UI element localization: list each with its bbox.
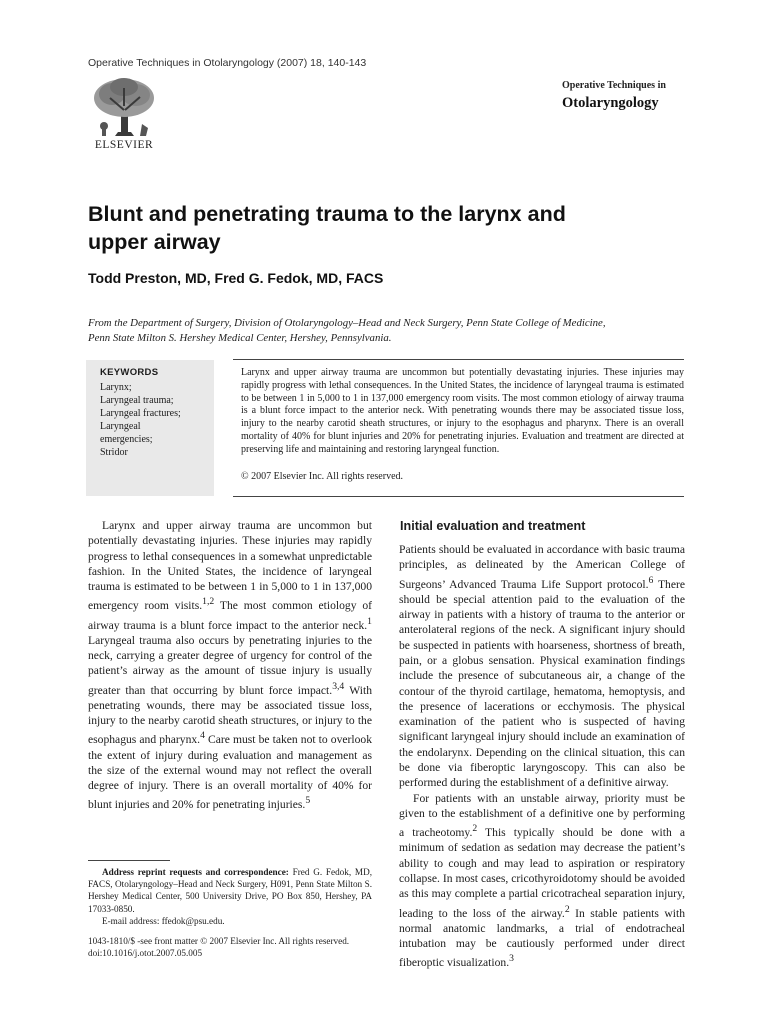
citation-ref: 2: [472, 823, 478, 835]
footnote-email: E-mail address: ffedok@psu.edu.: [102, 915, 225, 926]
front-matter: [88, 935, 349, 960]
body-paragraph: [399, 542, 685, 791]
text-run: In stable patients with normal anatomic landmarks, a trial of endotracheal intubation may be cautiously performed under direct fiberoptic visualization.: [399, 906, 686, 970]
doi-line: doi:10.1016/j.otot.2007.05.005: [88, 948, 203, 959]
affiliation-line-2: Penn State Milton S. Hershey Medical Center, Hershey, Pennsylvania.: [88, 332, 392, 344]
citation-ref: 6: [648, 574, 654, 586]
text-run: Larynx and upper airway trauma are uncommon but potentially devastating injuries. These injuries may rapidly progress to lethal consequences in a somewhat unpredictable fashion. In the United States, the incidence of laryngeal trauma is estimated to be between 1 in 5,000 to 1 in 137,000 emergency room visits.: [88, 519, 372, 613]
footnote-text: Fred G. Fedok, MD, FACS, Otolaryngology–Head and Neck Surgery, H091, Penn State Milton S. Hershey Medical Center, 500 University Drive, PO Box 850, Hershey, PA 17033-0850.: [88, 867, 373, 914]
citation-ref: 1: [367, 615, 372, 627]
keyword-item: Laryngeal: [100, 421, 141, 432]
footnote-rule: [88, 860, 170, 861]
text-run: Patients should be evaluated in accordance with basic trauma principles, as delineated by the American College of Surgeons’ Advanced Trauma Life Support protocol.: [399, 543, 685, 591]
keyword-item: Stridor: [100, 447, 128, 458]
keywords-heading: KEYWORDS: [100, 367, 159, 378]
journal-series-title: [562, 80, 682, 112]
keyword-item: Laryngeal fractures;: [100, 408, 181, 419]
series-top-line: Operative Techniques in: [562, 80, 666, 91]
text-run: This typically should be done with a minimum of sedation as sedation may decrease the patient’s ability to cough and may lead to aspiration or respiratory collapse. In most cases, cricothyroidotomy should be avoided as this may complete a partial cricotracheal separation injury, leading to the loss of the airway.: [399, 826, 685, 920]
citation-ref: 2: [564, 903, 570, 915]
text-run: Care must be taken not to overlook the extent of injury during evaluation and management as the size of the external wound may not reflect the overall degree of injury. There is an overall mortality of 40% for blunt injuries and 20% for penetrating injuries.: [88, 733, 372, 812]
body-paragraph: [88, 518, 372, 813]
affiliation-line-1: From the Department of Surgery, Division of Otolaryngology–Head and Neck Surgery, Penn State College of Medicine,: [88, 317, 606, 329]
body-left-column: [88, 518, 372, 813]
keyword-item: emergencies;: [100, 434, 153, 445]
body-right-column: [399, 542, 685, 970]
abstract-text: Larynx and upper airway trauma are uncommon but potentially devastating injuries. These injuries may rapidly progress with lethal consequences. In the United States, the incidence of laryngeal trauma is estimated to be between 1 in 5,000 to 1 in 137,000 emergency room visits. The most common etiology of airway trauma is a blunt force impact to the anterior neck. With penetrating wounds there may be associated tissue loss, injury to the nearby carotid sheath structures, or injury to the esophagus and pharynx. There is an overall mortality of 40% for blunt injuries and 20% for penetrating injuries. Evaluation and treatment are directed at preserving life and maintaining and restoring laryngeal function.: [241, 367, 684, 455]
abstract-copyright: © 2007 Elsevier Inc. All rights reserved.: [241, 471, 404, 482]
citation-ref: 5: [305, 795, 311, 807]
elsevier-tree-icon: [88, 76, 160, 138]
citation-ref: 3: [509, 953, 514, 965]
author-affiliation: [88, 316, 688, 346]
keyword-item: Larynx;: [100, 382, 132, 393]
text-run: There should be special attention paid to the evaluation of the airway in patients with a history of trauma to the anterior or anterolateral regions of the neck. A significant injury should be suspected in patients with hoarseness, shortness of breath, pain, or a globus sensation. Physical examination findings include the presence of subcutaneous air, a change of the contour of the thyroid cartilage, hematoma, hemoptysis, and the presence of lacerations or ecchymosis. The physical examination of the patient who is suspected of having significant laryngeal injury should include an examination of the endolarynx. Depending on the clinical situation, this can be done via fiberoptic laryngoscopy. This can also be performed during the establishment of a definitive airway.: [399, 577, 685, 790]
body-paragraph: [399, 791, 685, 971]
keywords-box: [86, 360, 214, 496]
series-main-line: Otolaryngology: [562, 95, 659, 111]
text-run: With penetrating wounds, there may be associated tissue loss, injury to the nearby carotid sheath structures, or injury to the esophagus and pharynx.: [88, 683, 372, 747]
publisher-name: ELSEVIER: [94, 139, 154, 151]
article-title: [88, 200, 648, 256]
article-authors: Todd Preston, MD, Fred G. Fedok, MD, FACS: [88, 270, 384, 286]
text-run: Laryngeal trauma also occurs by penetrating injuries to the neck, carrying a greater degree of urgency for control of the patient’s airway as the amount of tissue injury is usually greater than that occurring by blunt force impact.: [88, 633, 372, 697]
keyword-item: Laryngeal trauma;: [100, 395, 174, 406]
citation-ref: 4: [200, 730, 205, 742]
citation-ref: 3,4: [332, 680, 345, 692]
title-line-2: upper airway: [88, 230, 221, 254]
footnote-address: [88, 866, 372, 915]
footnote-label: Address reprint requests and correspondence:: [102, 867, 289, 877]
publisher-logo: [84, 76, 164, 151]
abstract-top-rule: [233, 359, 684, 360]
journal-citation: Operative Techniques in Otolaryngology (2007) 18, 140-143: [88, 57, 367, 69]
abstract-bottom-rule: [233, 496, 684, 497]
keywords-list: [100, 381, 208, 459]
correspondence-footnote: [88, 866, 372, 927]
title-line-1: Blunt and penetrating trauma to the larynx and: [88, 202, 566, 226]
text-run: The most common etiology of airway trauma is a blunt force impact to the anterior neck.: [88, 599, 372, 632]
issn-line: 1043-1810/$ -see front matter © 2007 Elsevier Inc. All rights reserved.: [88, 936, 350, 946]
section-heading: Initial evaluation and treatment: [400, 519, 586, 533]
citation-ref: 1,2: [202, 596, 215, 608]
text-run: For patients with an unstable airway, priority must be given to the establishment of a definitive one by performing a tracheotomy.: [399, 791, 685, 840]
